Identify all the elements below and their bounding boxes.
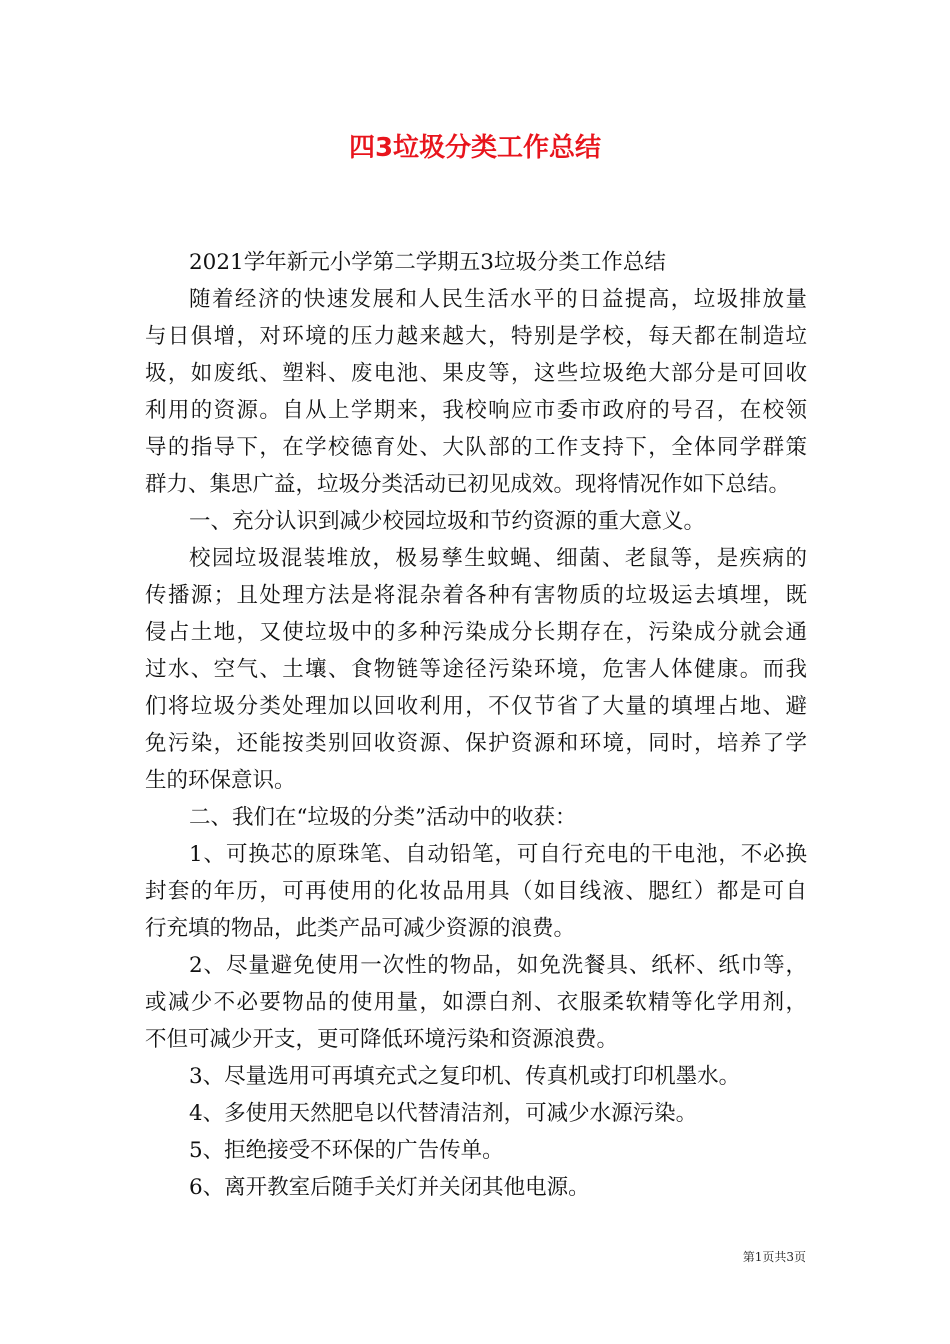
- page-number: 第1页共3页: [742, 1250, 806, 1264]
- text-line: 一、充分认识到减少校园垃圾和节约资源的重大意义。: [189, 509, 706, 534]
- text-line: 校园垃圾混装堆放，极易孳生蚊蝇、细菌、老鼠等，是疾病的: [189, 546, 807, 571]
- text-line: 圾，如废纸、塑料、废电池、果皮等，这些垃圾绝大部分是可回收: [145, 361, 807, 386]
- text-line: 二、我们在“垃圾的分类”活动中的收获：: [189, 805, 577, 830]
- text-line: 4、多使用天然肥皂以代替清洁剂，可减少水源污染。: [189, 1101, 698, 1126]
- document-title: 四3垃圾分类工作总结: [348, 133, 602, 163]
- paragraph: [145, 503, 807, 540]
- document-body: [145, 244, 807, 1206]
- text-line: 过水、空气、土壤、食物链等途径污染环境，危害人体健康。而我: [145, 657, 807, 682]
- text-line: 3、尽量选用可再填充式之复印机、传真机或打印机墨水。: [189, 1064, 741, 1089]
- text-line: 利用的资源。自从上学期来，我校响应市委市政府的号召，在校领: [145, 398, 807, 423]
- text-line: 2021学年新元小学第二学期五3垃圾分类工作总结: [189, 250, 666, 275]
- paragraph: [145, 1058, 807, 1095]
- text-line: 行充填的物品，此类产品可减少资源的浪费。: [145, 916, 576, 941]
- text-line: 导的指导下，在学校德育处、大队部的工作支持下，全体同学群策: [145, 435, 807, 460]
- paragraph: [145, 1095, 807, 1132]
- text-line: 与日俱增，对环境的压力越来越大，特别是学校，每天都在制造垃: [145, 324, 807, 349]
- text-line: 或减少不必要物品的使用量，如漂白剂、衣服柔软精等化学用剂，: [145, 990, 807, 1015]
- paragraph: [145, 540, 807, 799]
- text-line: 生的环保意识。: [145, 768, 296, 793]
- text-line: 1、可换芯的原珠笔、自动铅笔，可自行充电的干电池，不必换: [189, 842, 807, 867]
- text-line: 免污染，还能按类别回收资源、保护资源和环境，同时，培养了学: [145, 731, 807, 756]
- text-line: 封套的年历，可再使用的化妆品用具（如目线液、腮红）都是可自: [145, 879, 807, 904]
- paragraph: [145, 947, 807, 1058]
- text-line: 2、尽量避免使用一次性的物品，如免洗餐具、纸杯、纸巾等，: [189, 953, 807, 978]
- paragraph: [145, 244, 807, 281]
- paragraph: [145, 799, 807, 836]
- text-line: 5、拒绝接受不环保的广告传单。: [189, 1138, 504, 1163]
- text-line: 传播源；且处理方法是将混杂着各种有害物质的垃圾运去填埋，既: [145, 583, 807, 608]
- paragraph: [145, 1169, 807, 1206]
- paragraph: [145, 836, 807, 947]
- paragraph: [145, 281, 807, 503]
- text-line: 随着经济的快速发展和人民生活水平的日益提高，垃圾排放量: [189, 287, 807, 312]
- text-line: 侵占土地，又使垃圾中的多种污染成分长期存在，污染成分就会通: [145, 620, 807, 645]
- text-line: 6、离开教室后随手关灯并关闭其他电源。: [189, 1175, 590, 1200]
- text-line: 们将垃圾分类处理加以回收利用，不仅节省了大量的填埋占地、避: [145, 694, 807, 719]
- paragraph: [145, 1132, 807, 1169]
- text-line: 群力、集思广益，垃圾分类活动已初见成效。现将情况作如下总结。: [145, 472, 791, 497]
- text-line: 不但可减少开支，更可降低环境污染和资源浪费。: [145, 1027, 619, 1052]
